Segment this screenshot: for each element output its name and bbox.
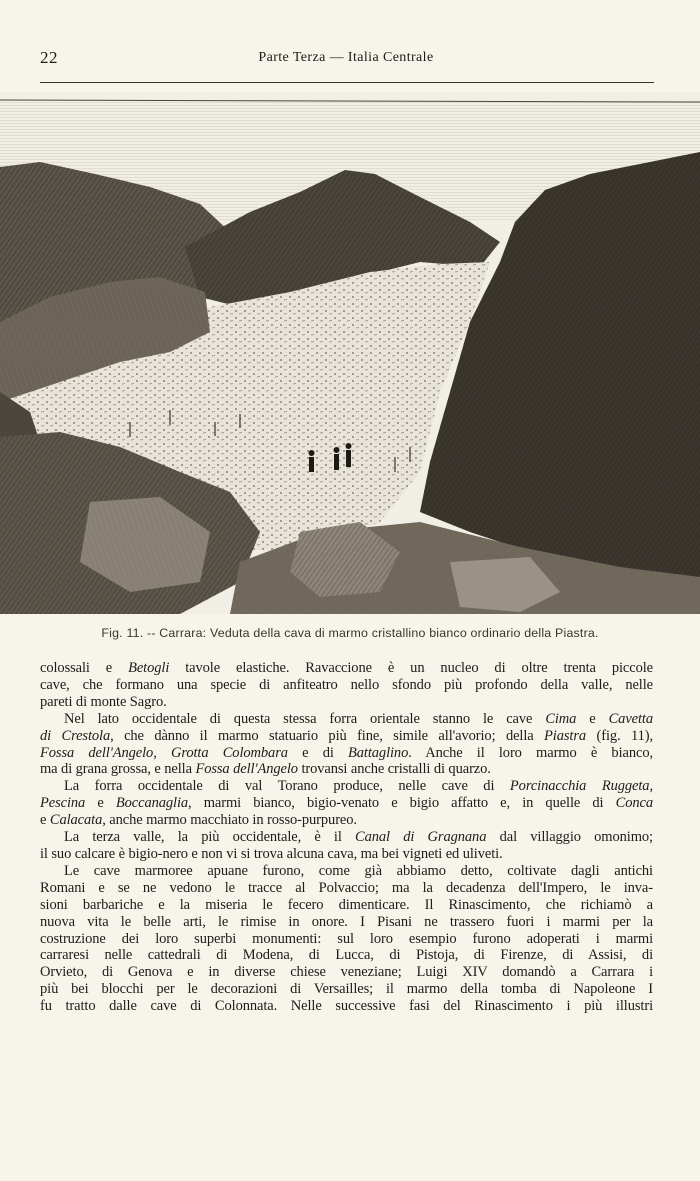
text-run: colossali e xyxy=(40,660,129,676)
text-run: , anche marmo macchiato in rosso-purpureo. xyxy=(102,812,357,829)
paragraph-4 xyxy=(40,829,653,863)
paragraph-3 xyxy=(40,778,653,829)
paragraph-1 xyxy=(40,660,653,711)
figure-caption: Fig. 11. -- Carrara: Veduta della cava di marmo cristallino bianco ordinario della Piastra. xyxy=(101,626,599,640)
italic-term: Cima xyxy=(545,710,577,727)
text-line: Le cave marmoree apuane furono, come già abbiamo detto, coltivate dagli antichi xyxy=(64,862,653,879)
text-line: fu tratto dalle cave di Colonnata. Nelle successive fasi del Rinascimento i più illustri xyxy=(40,998,653,1015)
text-line xyxy=(40,761,653,778)
paragraph-5 xyxy=(40,863,653,1015)
text-line: Orvieto, di Genova e in diverse chiese veneziane; Luigi XIV domandò a Carrara i xyxy=(40,964,653,981)
text-line: cave, che formano una specie di anfiteatro nello sfondo più profondo della valle, nelle xyxy=(40,676,653,693)
quarry-engraving xyxy=(0,92,700,614)
text-run: e xyxy=(40,812,50,829)
text-line xyxy=(40,660,653,677)
text-run: La terza valle, la più occidentale, è il xyxy=(64,829,356,846)
page-number: 22 xyxy=(40,48,58,67)
text-run: (fig. 11), xyxy=(586,727,653,744)
text-run: , marmi bianco, bigio-venato e bigio affatto e, in quelle di xyxy=(188,795,616,812)
text-line xyxy=(40,795,653,812)
italic-term: Fossa dell'Angelo xyxy=(195,761,298,778)
text-line xyxy=(40,778,653,795)
italic-term: Betogli xyxy=(128,660,170,676)
italic-term: Conca xyxy=(615,795,653,812)
italic-term: Calacata xyxy=(49,812,103,829)
text-run: e xyxy=(576,710,609,727)
text-run: e di xyxy=(287,744,349,761)
page-header xyxy=(40,48,652,72)
text-run: Nel lato occidentale di questa stessa forra orientale stanno le cave xyxy=(64,710,546,727)
text-line: sioni barbariche e la miseria le fecero dimenticare. Il Rinascimento, che richiamò a xyxy=(40,896,653,913)
text-run: e xyxy=(85,795,116,812)
text-line xyxy=(40,728,653,745)
text-line: carraresi nelle cattedrali di Modena, di Lucca, di Pistoja, di Firenze, di Assisi, di xyxy=(40,947,653,964)
text-run: dal villaggio omonimo; xyxy=(486,829,653,846)
italic-term: Cavetta xyxy=(608,710,653,727)
text-run: , xyxy=(153,744,171,761)
italic-term: Canal di Gragnana xyxy=(355,829,487,846)
text-line xyxy=(40,745,653,762)
italic-term: Piastra xyxy=(544,727,587,744)
text-run: , che dànno il marmo statuario più fine, simile all'avorio; della xyxy=(110,727,545,744)
body-text xyxy=(40,660,653,1015)
text-run: ma di grana grossa, e nella xyxy=(40,761,196,778)
header-rule xyxy=(40,82,654,83)
italic-term: Boccanaglia xyxy=(115,795,189,812)
text-line: il suo calcare è bigio-nero e non vi si trova alcuna cava, ma bei vigneti ed uliveti. xyxy=(40,845,503,862)
text-line: più bei blocchi per le decorazioni di Versailles; il marmo della tomba di Napoleone I xyxy=(40,981,653,998)
text-line xyxy=(40,812,653,829)
running-title: Parte Terza — Italia Centrale xyxy=(258,50,434,65)
italic-term: Porcinacchia Ruggeta, xyxy=(509,778,653,795)
italic-term: Battaglino xyxy=(348,744,409,761)
text-run: trovansi anche cristalli di quarzo. xyxy=(297,761,491,778)
italic-term: Pescina xyxy=(40,795,86,812)
italic-term: di Crestola xyxy=(40,727,111,744)
text-run: tavole elastiche. Ravaccione è un nucleo di oltre trenta piccole xyxy=(169,660,654,676)
text-line xyxy=(40,829,653,846)
text-line: pareti di monte Sagro. xyxy=(40,693,167,710)
text-line: Romani e se ne vedono le tracce al Polvaccio; ma la decadenza dell'Impero, le inva- xyxy=(40,879,653,896)
text-line xyxy=(40,711,653,728)
text-run: . Anche il loro marmo è bianco, xyxy=(408,744,653,761)
text-run: La forra occidentale di val Torano produce, nelle cave di xyxy=(64,778,510,795)
italic-term: Grotta Colombara xyxy=(170,744,288,761)
italic-term: Fossa dell'Angelo xyxy=(40,744,154,761)
paragraph-2 xyxy=(40,711,653,779)
text-line: nuova vita le belle arti, le rimise in onore. I Pisani ne trassero fuori i marmi per la xyxy=(40,913,653,930)
text-line: costruzione dei loro superbi monumenti: sul loro esempio furono adoperati i marmi xyxy=(40,930,653,947)
